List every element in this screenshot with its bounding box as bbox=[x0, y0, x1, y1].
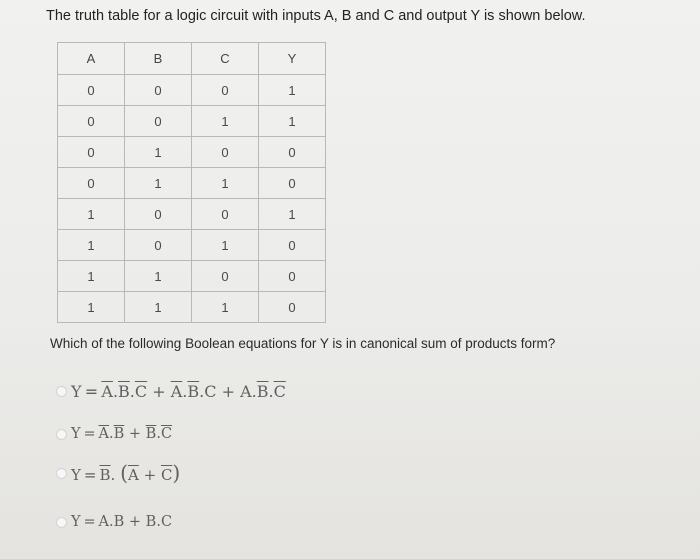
variable: . bbox=[182, 382, 188, 401]
plus-operator: + bbox=[138, 466, 161, 484]
variable: . bbox=[110, 466, 116, 484]
table-row bbox=[58, 261, 326, 292]
variable: . bbox=[109, 514, 114, 530]
radio-button[interactable] bbox=[56, 386, 67, 397]
plus-operator: + bbox=[124, 426, 146, 442]
table-cell: 0 bbox=[58, 75, 125, 106]
table-cell: 0 bbox=[259, 292, 326, 323]
table-cell: 0 bbox=[259, 261, 326, 292]
option-equation bbox=[71, 463, 180, 484]
output-variable: Y bbox=[71, 426, 81, 442]
table-row bbox=[58, 230, 326, 261]
table-row bbox=[58, 292, 326, 323]
variable: $\overline{B}$ bbox=[145, 426, 157, 442]
variable: . bbox=[129, 382, 135, 401]
plus-operator: + bbox=[216, 382, 241, 401]
plus-operator: + bbox=[124, 514, 146, 530]
table-row bbox=[58, 168, 326, 199]
table-cell: 0 bbox=[259, 168, 326, 199]
truth-table-header-row bbox=[58, 43, 326, 75]
table-cell: 0 bbox=[192, 199, 259, 230]
variable: $\overline{A}$ bbox=[170, 382, 183, 401]
table-cell: 0 bbox=[125, 75, 192, 106]
table-cell: 1 bbox=[259, 75, 326, 106]
variable: $\overline{B}$ bbox=[118, 382, 130, 401]
variable: $\overline{B}$ bbox=[187, 382, 200, 401]
radio-button[interactable] bbox=[56, 517, 67, 528]
table-cell: 0 bbox=[192, 75, 259, 106]
table-cell: 1 bbox=[125, 137, 192, 168]
table-row bbox=[58, 106, 326, 137]
table-cell: 0 bbox=[58, 137, 125, 168]
table-cell: 0 bbox=[192, 137, 259, 168]
table-cell: 1 bbox=[58, 261, 125, 292]
table-cell: 0 bbox=[125, 199, 192, 230]
variable: A bbox=[98, 514, 110, 530]
variable: $\overline{A}$ bbox=[98, 426, 110, 442]
answer-option-1[interactable] bbox=[56, 382, 286, 401]
variable: . bbox=[109, 426, 114, 442]
table-cell: 0 bbox=[192, 261, 259, 292]
variable: . bbox=[156, 514, 161, 530]
answer-option-2[interactable] bbox=[56, 426, 172, 442]
table-cell: 1 bbox=[192, 168, 259, 199]
variable: $\overline{A}$ bbox=[101, 382, 113, 401]
table-cell: 0 bbox=[58, 106, 125, 137]
variable: $\overline{B}$ bbox=[113, 426, 125, 442]
radio-button[interactable] bbox=[56, 468, 67, 479]
table-cell: 1 bbox=[58, 199, 125, 230]
table-row bbox=[58, 137, 326, 168]
truth-table bbox=[57, 42, 326, 323]
variable: $\overline{B}$ bbox=[256, 382, 269, 401]
equals-sign: = bbox=[83, 426, 96, 442]
option-equation bbox=[71, 514, 172, 530]
variable: C bbox=[204, 382, 217, 401]
table-row bbox=[58, 199, 326, 230]
question-prompt: Which of the following Boolean equations for Y is in canonical sum of products form? bbox=[50, 336, 556, 351]
header-a: A bbox=[58, 43, 125, 75]
paren-open: ( bbox=[120, 461, 128, 485]
variable: B bbox=[145, 514, 157, 530]
header-y: Y bbox=[259, 43, 326, 75]
answer-option-3[interactable] bbox=[56, 463, 180, 484]
variable: C bbox=[160, 514, 173, 530]
variable: $\overline{C}$ bbox=[160, 466, 173, 484]
table-cell: 1 bbox=[58, 292, 125, 323]
table-cell: 0 bbox=[259, 230, 326, 261]
variable: . bbox=[251, 382, 257, 401]
header-c: C bbox=[192, 43, 259, 75]
paren-close: ) bbox=[172, 461, 181, 485]
variable: $\overline{C}$ bbox=[160, 426, 173, 442]
equals-sign: = bbox=[83, 466, 97, 484]
table-cell: 1 bbox=[125, 168, 192, 199]
variable: $\overline{C}$ bbox=[134, 382, 148, 401]
variable: $\overline{A}$ bbox=[127, 466, 139, 484]
table-cell: 0 bbox=[125, 106, 192, 137]
answer-option-4[interactable] bbox=[56, 514, 172, 530]
variable: . bbox=[268, 382, 274, 401]
variable: A bbox=[240, 382, 252, 401]
header-b: B bbox=[125, 43, 192, 75]
table-cell: 1 bbox=[259, 106, 326, 137]
table-cell: 1 bbox=[192, 230, 259, 261]
question-title: The truth table for a logic circuit with inputs A, B and C and output Y is shown below. bbox=[46, 8, 586, 24]
table-cell: 1 bbox=[192, 106, 259, 137]
variable: . bbox=[112, 382, 119, 401]
table-row bbox=[58, 75, 326, 106]
radio-button[interactable] bbox=[56, 429, 67, 440]
variable: $\overline{C}$ bbox=[273, 382, 286, 401]
variable: B bbox=[113, 514, 125, 530]
table-cell: 1 bbox=[58, 230, 125, 261]
output-variable: Y bbox=[71, 382, 82, 401]
table-cell: 1 bbox=[259, 199, 326, 230]
output-variable: Y bbox=[71, 466, 81, 484]
table-cell: 0 bbox=[58, 168, 125, 199]
table-cell: 0 bbox=[125, 230, 192, 261]
variable: . bbox=[156, 426, 161, 442]
table-cell: 1 bbox=[192, 292, 259, 323]
table-cell: 1 bbox=[125, 292, 192, 323]
variable: $\overline{B}$ bbox=[99, 466, 111, 484]
table-cell: 1 bbox=[125, 261, 192, 292]
equals-sign: = bbox=[83, 514, 96, 530]
variable: . bbox=[199, 382, 205, 401]
output-variable: Y bbox=[71, 514, 81, 530]
table-cell: 0 bbox=[259, 137, 326, 168]
option-equation bbox=[71, 426, 172, 442]
option-equation bbox=[71, 382, 286, 401]
equals-sign: = bbox=[84, 382, 99, 401]
plus-operator: + bbox=[147, 382, 171, 401]
